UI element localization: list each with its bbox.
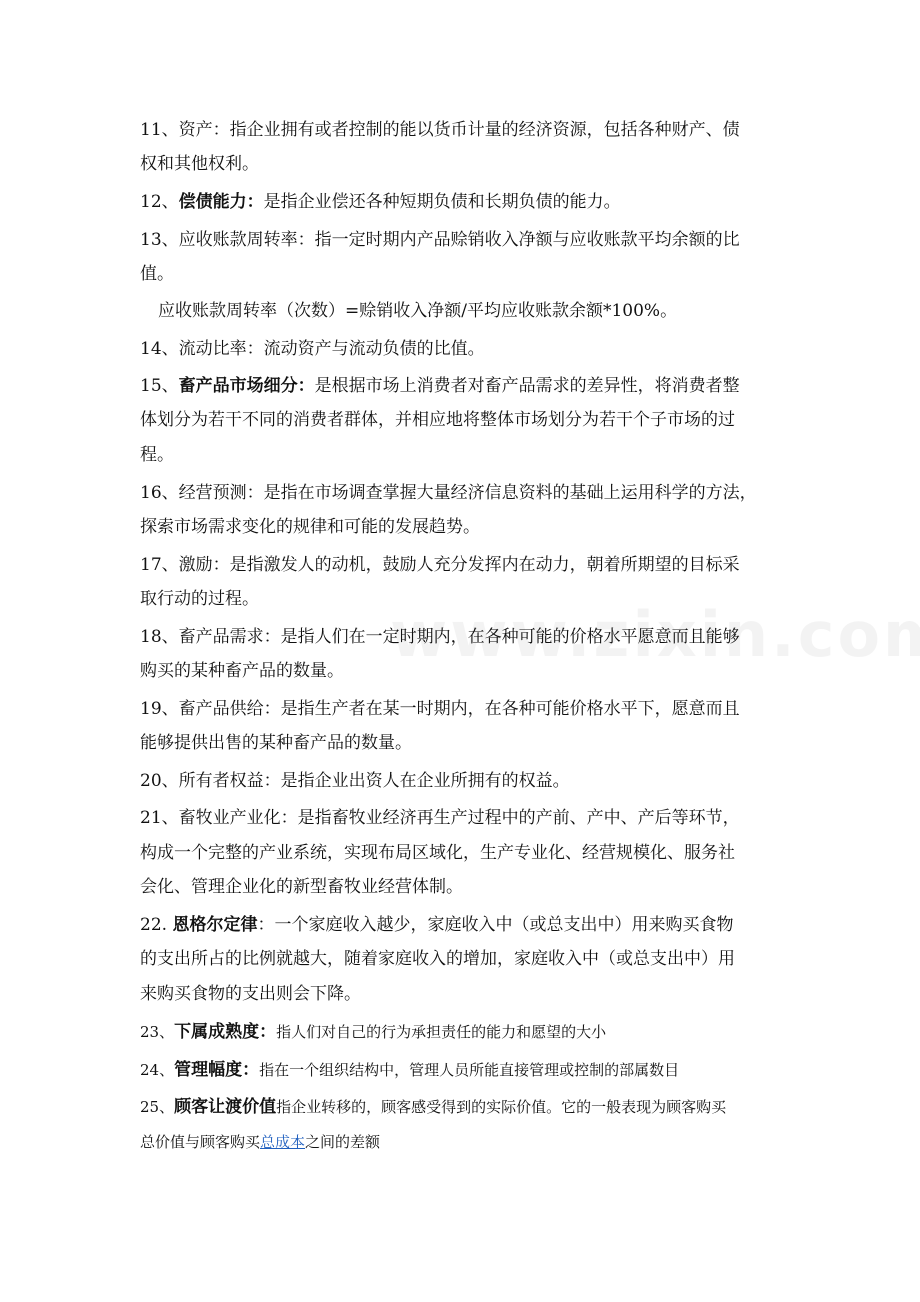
line-20: 20、所有者权益：是指企业出资人在企业所拥有的权益。 [140,771,570,791]
line-19-b: 能够提供出售的某种畜产品的数量。 [140,733,412,753]
line-17-b: 取行动的过程。 [140,589,259,609]
line-22-b: 的支出所占的比例就越大，随着家庭收入的增加，家庭收入中（或总支出中）用 [140,949,735,969]
line-15-a: 15、畜产品市场细分：是根据市场上消费者对畜产品需求的差异性，将消费者整 [140,376,740,396]
line-11-b: 权和其他权利。 [140,154,259,174]
line-11-a: 11、资产：指企业拥有或者控制的能以货币计量的经济资源，包括各种财产、债 [140,120,740,140]
line-18-a: 18、畜产品需求：是指人们在一定时期内，在各种可能的价格水平愿意而且能够 [140,627,740,647]
line-16-a: 16、经营预测：是指在市场调查掌握大量经济信息资料的基础上运用科学的方法， [140,483,757,503]
line-19-a: 19、畜产品供给：是指生产者在某一时期内，在各种可能价格水平下，愿意而且 [140,699,740,719]
line-18-b: 购买的某种畜产品的数量。 [140,661,344,681]
line-22-a: 22. 恩格尔定律：一个家庭收入越少，家庭收入中（或总支出中）用来购买食物 [140,915,734,935]
line-15-c: 程。 [140,445,174,465]
line-15-b: 体划分为若干不同的消费者群体，并相应地将整体市场划分为若干个子市场的过 [140,410,735,430]
line-13-a: 13、应收账款周转率：指一定时期内产品赊销收入净额与应收账款平均余额的比 [140,230,740,250]
line-22-c: 来购买食物的支出则会下降。 [140,984,361,1004]
line-24: 24、管理幅度：指在一个组织结构中，管理人员所能直接管理或控制的部属数目 [140,1060,680,1080]
line-21-c: 会化、管理企业化的新型畜牧业经营体制。 [140,877,463,897]
line-25-b: 总价值与顾客购买总成本之间的差额 [140,1133,381,1151]
line-13-b: 值。 [140,264,174,284]
line-17-a: 17、激励：是指激发人的动机，鼓励人充分发挥内在动力，朝着所期望的目标采 [140,555,740,575]
line-25-a: 25、顾客让渡价值指企业转移的，顾客感受得到的实际价值。它的一般表现为顾客购买 [140,1097,727,1117]
total-cost-link[interactable]: 总成本 [260,1133,306,1151]
line-21-b: 构成一个完整的产业系统，实现布局区域化，生产专业化、经营规模化、服务社 [140,843,735,863]
line-14: 14、流动比率：流动资产与流动负债的比值。 [140,339,485,359]
line-13-formula: 应收账款周转率（次数）=赊销收入净额/平均应收账款余额*100%。 [158,301,678,321]
line-21-a: 21、畜牧业产业化：是指畜牧业经济再生产过程中的产前、产中、产后等环节， [140,808,740,828]
line-23: 23、下属成熟度：指人们对自己的行为承担责任的能力和愿望的大小 [140,1022,607,1042]
line-16-b: 探索市场需求变化的规律和可能的发展趋势。 [140,517,480,537]
line-12: 12、偿债能力：是指企业偿还各种短期负债和长期负债的能力。 [140,192,621,212]
